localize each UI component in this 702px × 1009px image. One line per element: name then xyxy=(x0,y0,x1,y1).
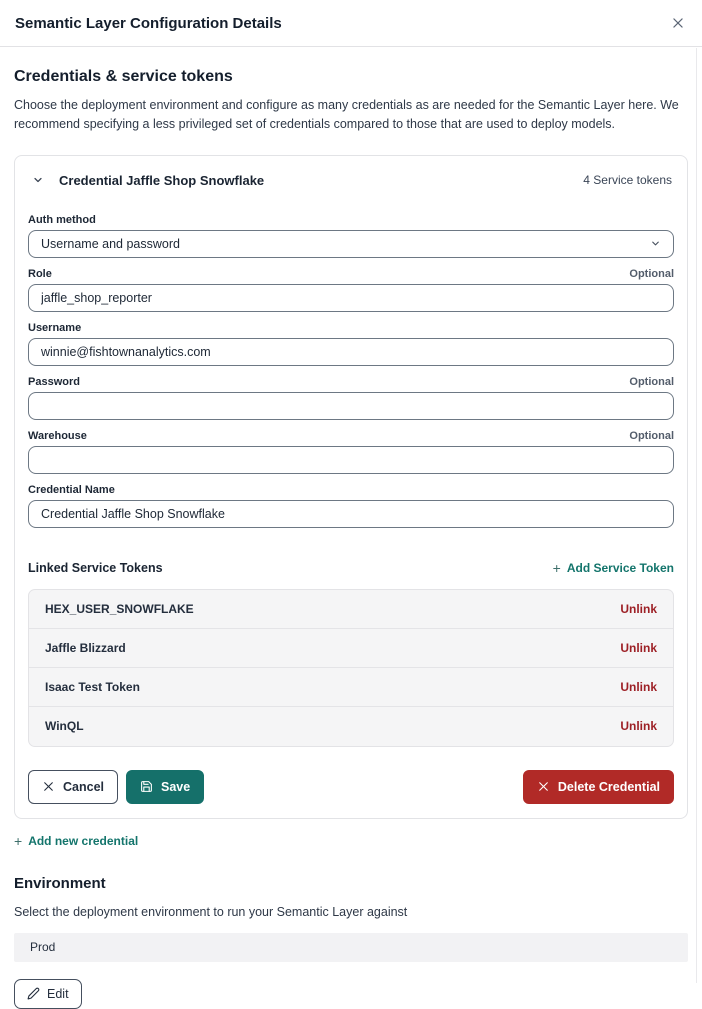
auth-method-value: Username and password xyxy=(41,236,180,251)
modal-content xyxy=(0,68,702,1009)
service-token-name: HEX_USER_SNOWFLAKE xyxy=(45,601,194,616)
service-token-row xyxy=(29,668,673,707)
card-actions xyxy=(28,770,674,804)
warehouse-input[interactable] xyxy=(28,446,674,474)
field-warehouse xyxy=(28,430,674,474)
add-new-credential-label: Add new credential xyxy=(28,833,139,848)
x-icon xyxy=(42,780,55,793)
field-password xyxy=(28,376,674,420)
cancel-button[interactable] xyxy=(28,770,118,804)
credential-form xyxy=(28,214,674,528)
modal-header xyxy=(0,0,702,47)
pencil-icon xyxy=(27,987,40,1000)
delete-credential-label: Delete Credential xyxy=(557,779,660,794)
add-service-token-label: Add Service Token xyxy=(566,560,674,575)
plus-icon: + xyxy=(14,832,23,849)
scrollbar-track[interactable] xyxy=(696,48,697,983)
linked-tokens-title: Linked Service Tokens xyxy=(28,560,163,575)
unlink-button[interactable]: Unlink xyxy=(620,679,657,694)
service-token-row xyxy=(29,707,673,746)
credential-card xyxy=(14,155,688,819)
linked-tokens-header xyxy=(28,560,674,576)
service-token-name: WinQL xyxy=(45,719,84,734)
credentials-section-description: Choose the deployment environment and configure as many credentials as are needed for the Semantic Layer here. We recommend specifying a less privileged set of credentials compared to those that are used to deploy models. xyxy=(14,98,679,132)
username-input[interactable] xyxy=(28,338,674,366)
credentials-section-title: Credentials & service tokens xyxy=(14,68,233,85)
unlink-button[interactable]: Unlink xyxy=(620,640,657,655)
save-label: Save xyxy=(161,779,191,794)
delete-credential-button[interactable] xyxy=(523,770,674,804)
chevron-down-icon xyxy=(650,238,661,249)
field-credential-name xyxy=(28,484,674,528)
modal-title: Semantic Layer Configuration Details xyxy=(15,14,282,32)
plus-icon: + xyxy=(552,559,561,576)
environment-section-description: Select the deployment environment to run your Semantic Layer against xyxy=(14,904,408,919)
service-tokens-count: 4 Service tokens xyxy=(583,173,672,188)
field-role xyxy=(28,268,674,312)
close-button[interactable] xyxy=(669,14,687,32)
unlink-button[interactable]: Unlink xyxy=(620,601,657,616)
auth-method-label: Auth method xyxy=(28,213,96,226)
add-new-credential-button[interactable] xyxy=(14,833,138,849)
password-label: Password xyxy=(28,375,80,388)
password-optional-tag: Optional xyxy=(629,375,674,388)
cancel-label: Cancel xyxy=(63,779,104,794)
field-auth-method xyxy=(28,214,674,258)
service-token-row xyxy=(29,629,673,668)
role-optional-tag: Optional xyxy=(629,267,674,280)
auth-method-select[interactable] xyxy=(28,230,674,258)
save-icon xyxy=(140,780,153,793)
collapse-credential-button[interactable] xyxy=(32,174,44,186)
chevron-down-icon xyxy=(32,174,44,186)
service-token-name: Jaffle Blizzard xyxy=(45,640,126,655)
environment-section-title: Environment xyxy=(14,874,106,892)
credential-card-header xyxy=(28,169,674,188)
credential-name-input[interactable] xyxy=(28,500,674,528)
unlink-button[interactable]: Unlink xyxy=(620,719,657,734)
edit-environment-button[interactable] xyxy=(14,979,82,1009)
username-label: Username xyxy=(28,321,82,334)
warehouse-label: Warehouse xyxy=(28,429,87,442)
credential-card-title: Credential Jaffle Shop Snowflake xyxy=(59,172,265,188)
selected-environment-value: Prod xyxy=(14,933,688,962)
add-service-token-button[interactable] xyxy=(553,560,674,576)
save-button[interactable] xyxy=(126,770,204,804)
edit-label: Edit xyxy=(47,986,69,1001)
role-input[interactable] xyxy=(28,284,674,312)
close-icon xyxy=(671,16,685,30)
role-label: Role xyxy=(28,267,52,280)
service-token-row xyxy=(29,590,673,629)
x-icon xyxy=(537,780,550,793)
service-token-list xyxy=(28,589,674,747)
warehouse-optional-tag: Optional xyxy=(629,429,674,442)
field-username xyxy=(28,322,674,366)
credential-name-label: Credential Name xyxy=(28,483,115,496)
service-token-name: Isaac Test Token xyxy=(45,679,140,694)
password-input[interactable] xyxy=(28,392,674,420)
